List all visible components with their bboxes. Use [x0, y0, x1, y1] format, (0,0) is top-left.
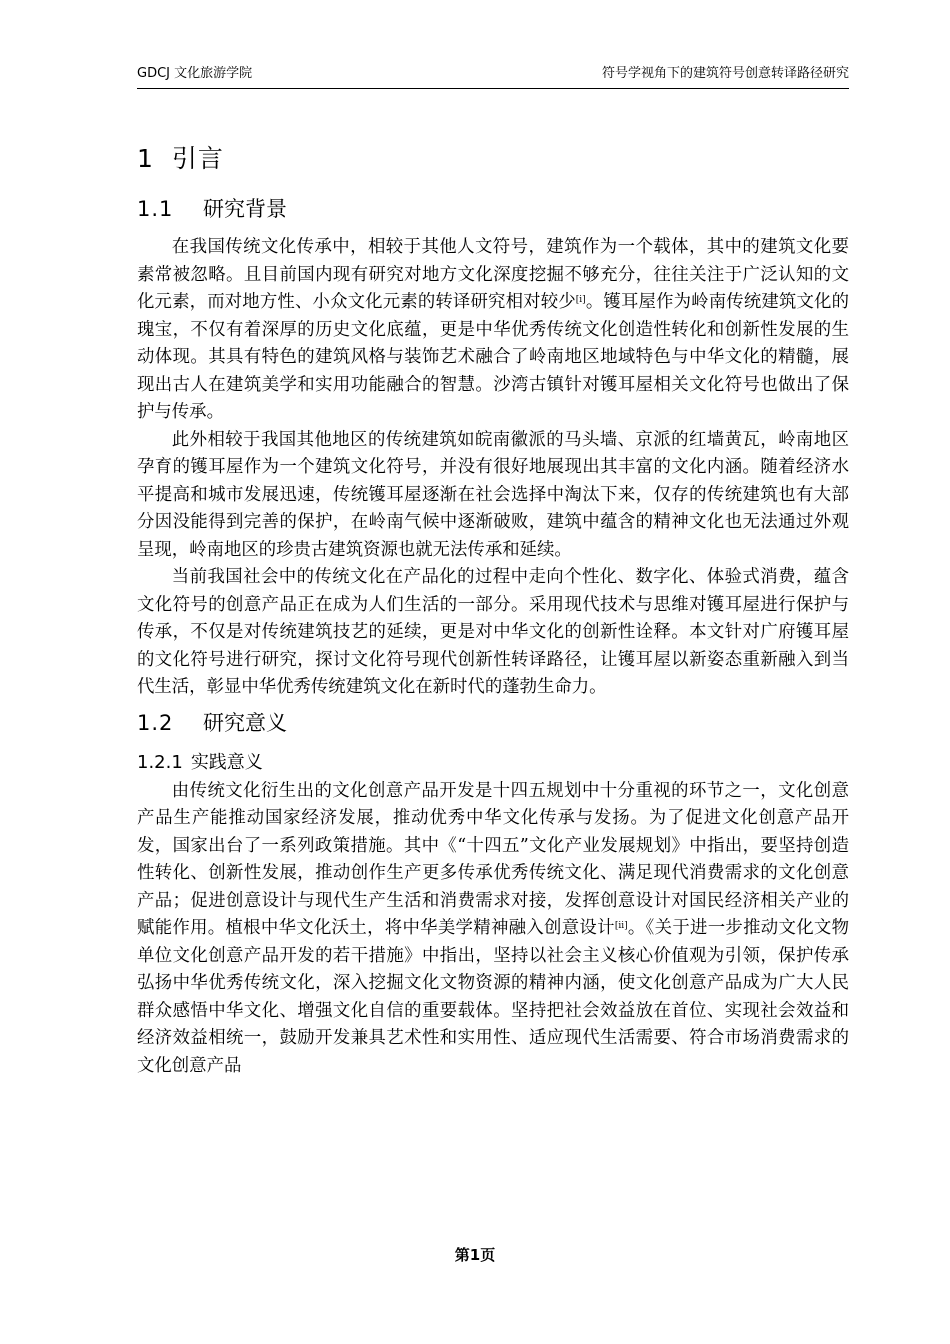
citation-ref: [i]	[575, 295, 586, 305]
paragraph-practical-significance	[137, 778, 849, 1081]
paragraph-text: 。镬耳屋作为岭南传统建筑文化的瑰宝，不仅有着深厚的历史文化底蕴，更是中华优秀传统文化创造性转化和创新性发展的生动体现。其具有特色的建筑风格与装饰艺术融合了岭南地区地域特色与中华文化的精髓，展现出古人在建筑美学和实用功能融合的智慧。沙湾古镇针对镬耳屋相关文化符号也做出了保护与传承。	[137, 292, 849, 422]
paragraph-background-2: 此外相较于我国其他地区的传统建筑如皖南徽派的马头墙、京派的红墙黄瓦，岭南地区孕育的镬耳屋作为一个建筑文化符号，并没有很好地展现出其丰富的文化内涵。随着经济水平提高和城市发展迅速，传统镬耳屋逐渐在社会选择中淘汰下来，仅存的传统建筑也有大部分因没能得到完善的保护，在岭南气候中逐渐破败，建筑中蕴含的精神文化也无法通过外观呈现，岭南地区的珍贵古建筑资源也就无法传承和延续。	[137, 429, 849, 560]
section-number: 1.1	[137, 197, 174, 221]
page-header	[137, 64, 849, 89]
subsection-number: 1.2.1	[137, 751, 183, 773]
chapter-title: 引言	[171, 144, 224, 173]
section-title: 研究意义	[203, 710, 287, 735]
section-heading-1-1	[137, 192, 849, 226]
citation-ref: [ii]	[614, 921, 628, 931]
paragraph-background-1	[137, 234, 849, 427]
section-heading-1-2	[137, 706, 849, 740]
paragraph-text: 在我国传统文化传承中，相较于其他人文符号，建筑作为一个载体，其中的建筑文化要素常被忽略。且目前国内现有研究对地方文化深度挖掘不够充分，往往关注于广泛认知的文化元素，而对地方性、小众文化元素的转译研究相对较少	[137, 237, 849, 312]
paragraph-background-3: 当前我国社会中的传统文化在产品化的过程中走向个性化、数字化、体验式消费，蕴含文化符号的创意产品正在成为人们生活的一部分。采用现代技术与思维对镬耳屋进行保护与传承，不仅是对传统建筑技艺的延续，更是对中华文化的创新性诠释。本文针对广府镬耳屋的文化符号进行研究，探讨文化符号现代创新性转译路径，让镬耳屋以新姿态重新融入到当代生活，彰显中华优秀传统建筑文化在新时代的蓬勃生命力。	[137, 567, 849, 697]
header-institution: GDCJ 文化旅游学院	[137, 66, 253, 81]
header-paper-title: 符号学视角下的建筑符号创意转译路径研究	[601, 66, 849, 81]
chapter-number: 1	[137, 144, 154, 173]
page-content	[137, 140, 849, 1080]
section-title: 研究背景	[203, 197, 287, 221]
paragraph-text: 由传统文化衍生出的文化创意产品开发是十四五规划中十分重视的环节之一，文化创意产品生产能推动国家经济发展，推动优秀中华文化传承与发扬。为了促进文化创意产品开发，国家出台了一系列政策措施。其中《“十四五”文化产业发展规划》中指出，要坚持创造性转化、创新性发展，推动创作生产更多传承优秀传统文化、满足现代消费需求的文化创意产品；促进创意设计与现代生产生活和消费需求对接，发挥创意设计对国民经济相关产业的赋能作用。植根中华文化沃土，将中华美学精神融入创意设计	[137, 780, 849, 938]
section-number: 1.2	[137, 710, 174, 735]
subsection-heading-1-2-1	[137, 748, 849, 778]
page-number: 第1页	[454, 1246, 496, 1264]
paragraph-text: 。《关于进一步推动文化文物单位文化创意产品开发的若干措施》中指出，坚持以社会主义核心价值观为引领，保护传承弘扬中华优秀传统文化，深入挖掘文化文物资源的精神内涵，使文化创意产品成为广大人民群众感悟中华文化、增强文化自信的重要载体。坚持把社会效益放在首位、实现社会效益和经济效益相统一，鼓励开发兼具艺术性和实用性、适应现代生活需要、符合市场消费需求的文化创意产品	[137, 918, 849, 1076]
chapter-heading	[137, 140, 849, 178]
subsection-title: 实践意义	[190, 751, 263, 773]
